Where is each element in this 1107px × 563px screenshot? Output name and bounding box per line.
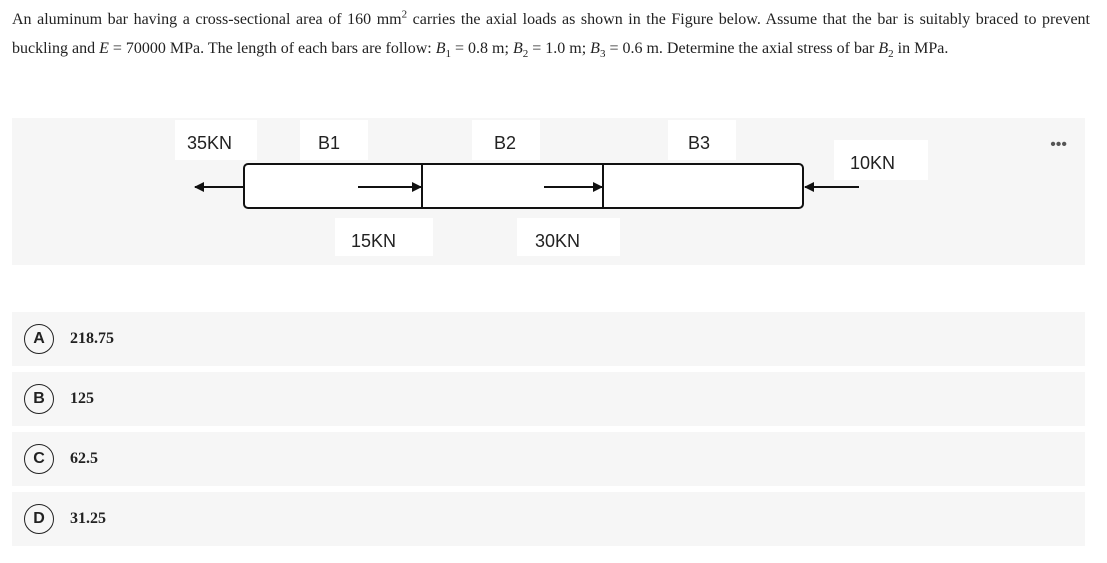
more-options-icon[interactable]: •••: [1050, 136, 1067, 153]
answer-options: [12, 312, 1085, 552]
option-c[interactable]: [12, 432, 1085, 486]
option-letter: A: [24, 324, 54, 354]
option-a[interactable]: [12, 312, 1085, 366]
label-b1: B1: [318, 133, 341, 153]
bar-outline: [244, 164, 803, 208]
option-letter: D: [24, 504, 54, 534]
option-letter: C: [24, 444, 54, 474]
option-b[interactable]: [12, 372, 1085, 426]
option-value: 62.5: [70, 450, 98, 467]
label-b2: B2: [494, 133, 517, 153]
label-35kn: 35KN: [187, 133, 233, 153]
bar-diagram: [12, 118, 1085, 265]
question-text: An aluminum bar having a cross-sectional area of 160 $mm^2$ carries the axial loads as shown in the Figure below. Assume that the bar is suitably braced to prevent buckling and E = 70000 MPa. The length of each bars are follow: $B_1 = 0.8$ m; $B_2 = 1.0$ m; $B_3 = 0.6$ m. Determine the axial stress of bar $B_2$ in MPa.: [12, 8, 1091, 60]
label-10kn: 10KN: [850, 153, 896, 173]
option-letter: B: [24, 384, 54, 414]
option-value: 218.75: [70, 330, 114, 347]
label-15kn: 15KN: [351, 231, 397, 251]
question-figure: [12, 118, 1085, 265]
label-b3: B3: [688, 133, 711, 153]
option-value: 31.25: [70, 510, 106, 527]
option-value: 125: [70, 390, 94, 407]
option-d[interactable]: [12, 492, 1085, 546]
label-30kn: 30KN: [535, 231, 581, 251]
